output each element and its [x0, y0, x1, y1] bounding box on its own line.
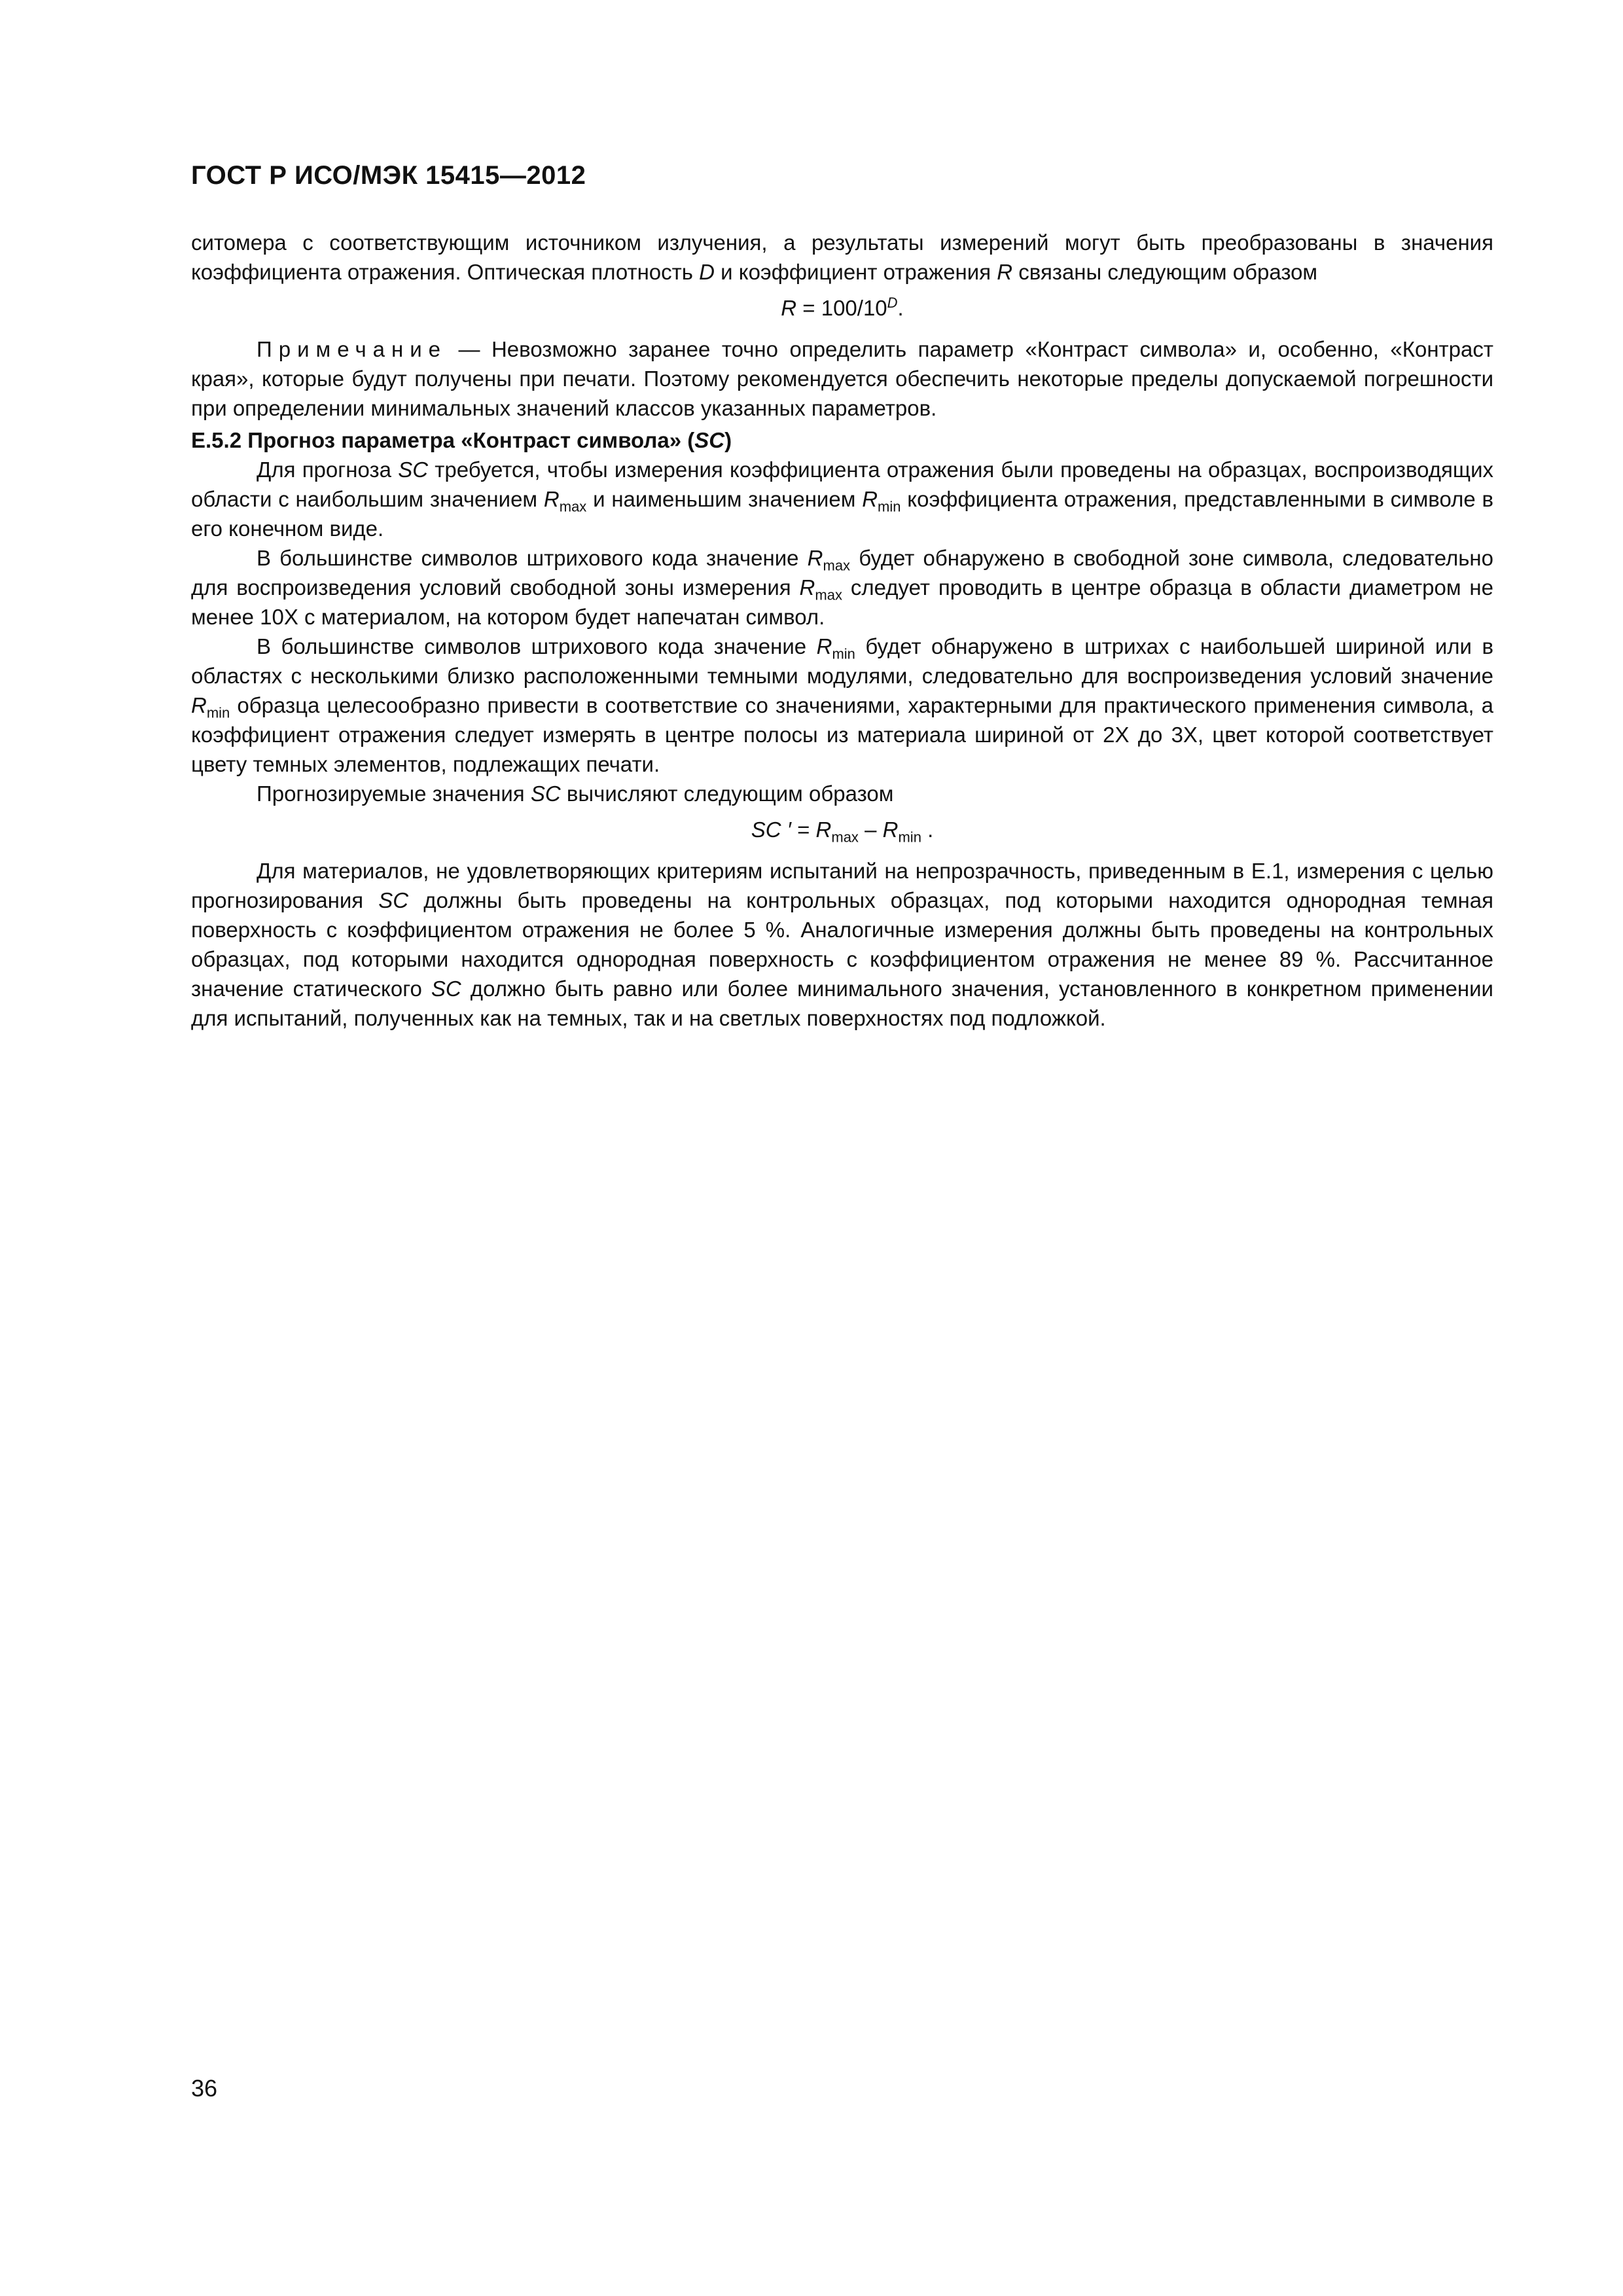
- document-body: [191, 228, 1493, 1033]
- note-paragraph: Примечание — Невозможно заранее точно определить параметр «Контраст символа» и, особенно, «Контраст края», которые будут получены при печати. Поэтому рекомендуется обеспечить некоторые пределы допускаемой погрешности при определении минимальных значений классов указанных параметров.: [191, 337, 1493, 420]
- document-header: ГОСТ Р ИСО/МЭК 15415—2012: [191, 161, 586, 190]
- formula-sc: SC ′ = $R_{max} - R_{min}$ .: [751, 817, 934, 846]
- paragraph-sc-forecast: Для прогноза SC требуется, чтобы измерения коэффициента отражения были проведены на образцах, воспроизводящих области с наибольшим значением $R_{max}$ и наименьшим значением $R_{min}$ коэффициента отражения, представленными в символе в его конечном виде.: [191, 457, 1494, 541]
- paragraph-rmax: В большинстве символов штрихового кода значение $R_{max}$ будет обнаружено в свободной зоне символа, следовательно для воспроизведения условий свободной зоны измерения $R_{max}$ следует проводить в центре образца в области диаметром не менее 10X с материалом, на котором будет напечатан символ.: [191, 546, 1493, 629]
- section-heading: Е.5.2 Прогноз параметра «Контраст символа» (SC): [191, 428, 732, 452]
- paragraph-rmin: В большинстве символов штрихового кода значение $R_{min}$ будет обнаружено в штрихах с наибольшей шириной или в областях с несколькими близко расположенными темными модулями, следовательно для воспроизведения условий значение $R_{min}$ образца целесообразно привести в соответствие со значениями, характерными для практического применения символа, а коэффициент отражения следует измерять в центре полосы из материала шириной от 2X до 3X, цвет которой соответствует цвету темных элементов, подлежащих печати.: [191, 634, 1493, 776]
- formula-reflectance: $R = 100/10^D$.: [781, 295, 904, 320]
- paragraph-predicted-values: Прогнозируемые значения SC вычисляют следующим образом: [257, 781, 894, 806]
- paragraph-opacity-materials: Для материалов, не удовлетворяющих критериям испытаний на непрозрачность, приведенным в Е.1, измерения с целью прогнозирования SC должны быть проведены на контрольных образцах, под которыми находится однородная темная поверхность с коэффициентом отражения не более 5 %. Аналогичные измерения должны быть проведены на контрольных образцах, под которыми находится однородная поверхность с коэффициентом отражения не менее 89 %. Рассчитанное значение статического SC должно быть равно или более минимального значения, установленного в конкретном применении для испытаний, полученных как на темных, так и на светлых поверхностях под подложкой.: [191, 859, 1493, 1030]
- paragraph-optical-density: ситомера с соответствующим источником излучения, а результаты измерений могут быть преобразованы в значения коэффициента отражения. Оптическая плотность D и коэффициент отражения R связаны следующим образом: [191, 230, 1493, 284]
- page-number: 36: [191, 2075, 218, 2102]
